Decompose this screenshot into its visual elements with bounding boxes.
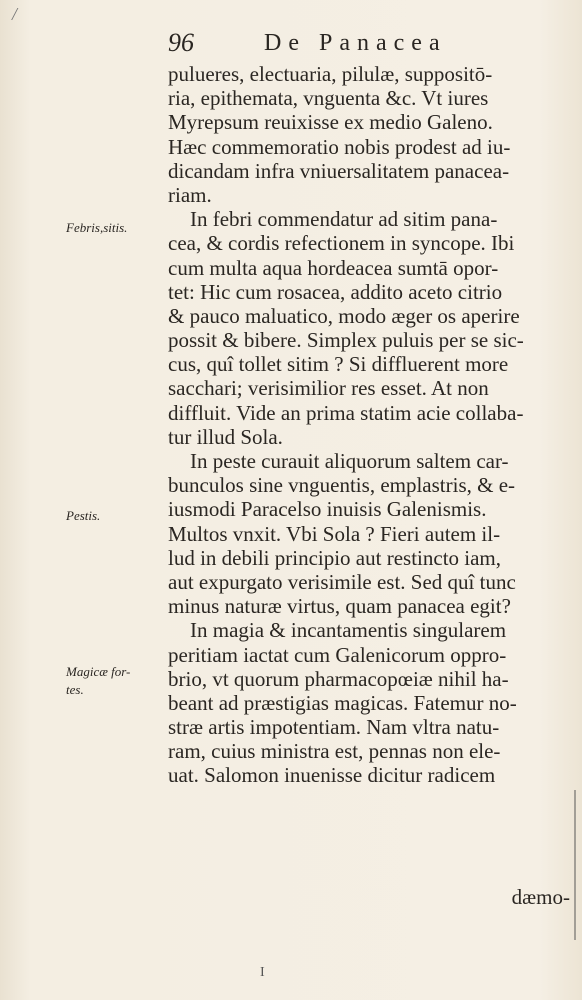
folio-mark: I bbox=[260, 965, 265, 980]
text-line: beant ad præstigias magicas. Fatemur no- bbox=[168, 690, 517, 715]
text-line: cea, & cordis refectionem in syncope. Ibi bbox=[168, 231, 515, 256]
sidenote-pestis: Pestis. bbox=[66, 508, 101, 523]
text-line: In febri commendatur ad sitim pana- bbox=[190, 207, 498, 232]
text-line: iusmodi Paracelso inuisis Galenismis. bbox=[168, 497, 487, 522]
text-line: sacchari; verisimilior res esset. At non bbox=[168, 376, 489, 401]
running-title: De Panacea bbox=[264, 30, 447, 56]
catchword: dæmo- bbox=[511, 885, 570, 909]
text-line: Multos vnxit. Vbi Sola ? Fieri autem il- bbox=[168, 521, 501, 546]
text-line: brio, vt quorum pharmacopœiæ nihil ha- bbox=[168, 666, 509, 691]
sidenote-febris: Febris,sitis. bbox=[66, 220, 128, 235]
text-line: ria, epithemata, vnguenta &c. Vt iures bbox=[168, 86, 489, 111]
sidenote-magicae: Magicæ for- bbox=[66, 664, 131, 679]
body-text bbox=[168, 62, 578, 788]
text-line: tet: Hic cum rosacea, addito aceto citrio bbox=[168, 279, 503, 304]
text-line: minus naturæ virtus, quam panacea egit? bbox=[168, 594, 511, 619]
page-edge-line bbox=[574, 790, 576, 940]
text-line: lud in debili principio aut restincto iam, bbox=[168, 545, 502, 570]
sidenote-magicae-cont: tes. bbox=[66, 682, 84, 697]
text-line: pulueres, electuaria, pilulæ, suppositō- bbox=[168, 62, 493, 86]
text-line: ram, cuius ministra est, pennas non ele- bbox=[168, 739, 501, 764]
text-line: stræ artis impotentiam. Nam vltra natu- bbox=[168, 715, 500, 740]
text-line: Myrepsum reuixisse ex medio Galeno. bbox=[168, 110, 493, 135]
text-line: In magia & incantamentis singularem bbox=[190, 618, 507, 643]
text-line: tur illud Sola. bbox=[168, 424, 283, 449]
text-line: peritiam iactat cum Galenicorum oppro- bbox=[168, 642, 507, 667]
text-line: & pauco maluatico, modo æger os aperire bbox=[168, 303, 520, 328]
page-number: 96 bbox=[168, 28, 194, 57]
text-line: possit & bibere. Simplex puluis per se sic- bbox=[168, 328, 524, 353]
text-line: In peste curauit aliquorum saltem car- bbox=[190, 449, 509, 473]
text-line: Hæc commemoratio nobis prodest ad iu- bbox=[168, 134, 511, 159]
text-line: bunculos sine vnguentis, emplastris, & e- bbox=[168, 473, 516, 498]
text-line: cus, quî tollet sitim ? Si diffluerent more bbox=[168, 352, 509, 377]
text-line: uat. Salomon inuenisse dicitur radicem bbox=[168, 763, 496, 788]
text-line: riam. bbox=[168, 182, 212, 207]
corner-mark: / bbox=[12, 4, 18, 24]
text-line: cum multa aqua hordeacea sumtā opor- bbox=[168, 255, 499, 280]
text-line: diffluit. Vide an prima statim acie collaba- bbox=[168, 400, 524, 425]
page-header bbox=[168, 28, 508, 56]
text-line: dicandam infra vniuersalitatem panacea- bbox=[168, 158, 510, 183]
text-line: aut expurgato verisimile est. Sed quî tunc bbox=[168, 569, 516, 594]
page-footer bbox=[0, 885, 582, 995]
